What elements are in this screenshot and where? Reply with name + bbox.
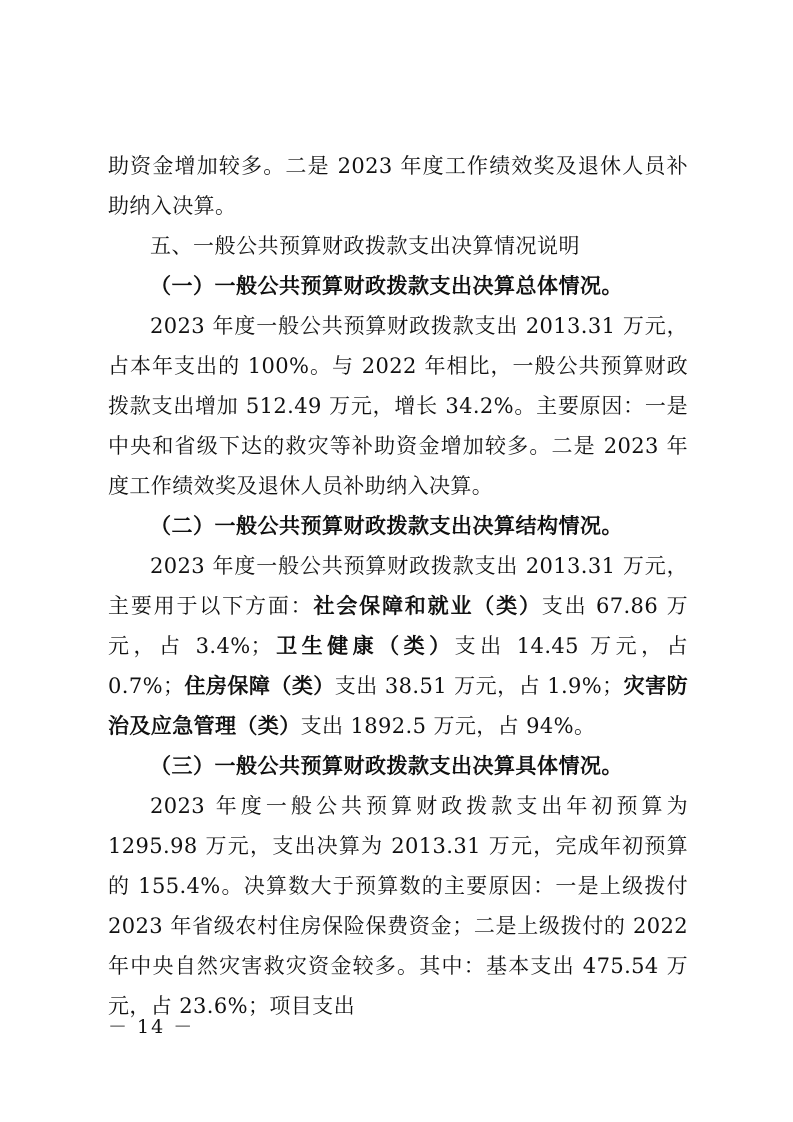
overall-paragraph: 2023 年度一般公共预算财政拨款支出 2013.31 万元，占本年支出的 100%。与 2022 年相比，一般公共预算财政拨款支出增加 512.49 万元，增长 34.2%。主要原因：一是中央和省级下达的救灾等补助资金增加较多。二是 2023 年度工作绩效奖及退休人员补助纳入决算。: [108, 314, 688, 498]
subheading-detail: （三）一般公共预算财政拨款支出决算具体情况。: [150, 754, 623, 778]
structure-paragraph: [108, 546, 688, 746]
subheading-overall: （一）一般公共预算财政拨款支出决算总体情况。: [150, 274, 623, 298]
section-heading: 五、一般公共预算财政拨款支出决算情况说明: [150, 234, 580, 258]
structure-intro: 2023 年度一般公共预算财政拨款支出 2013.31 万元，主要用于以下方面：: [108, 554, 688, 618]
category-amount: 支出 1892.5 万元，占 94%。: [300, 714, 596, 738]
subheading-structure: （二）一般公共预算财政拨款支出决算结构情况。: [150, 514, 623, 538]
category-amount: 支出 14.45 万元，占 0.7%；: [108, 634, 688, 698]
category-name: 住房保障（类）: [184, 674, 335, 698]
continuation-paragraph: 助资金增加较多。二是 2023 年度工作绩效奖及退休人员补助纳入决算。: [108, 154, 688, 218]
category-name: 社会保障和就业（类）: [313, 594, 542, 618]
category-name: 卫生健康（类）: [272, 634, 455, 658]
document-page: [108, 146, 688, 1026]
detail-paragraph: 2023 年度一般公共预算财政拨款支出年初预算为 1295.98 万元，支出决算为 2013.31 万元，完成年初预算的 155.4%。决算数大于预算数的主要原因：一是上级拨付 2023 年省级农村住房保险保费资金；二是上级拨付的 2022 年中央自然灾害救灾资金较多。其中：基本支出 475.54 万元，占 23.6%；项目支出: [108, 794, 688, 1018]
category-amount: 支出 67.86 万元，占 3.4%；: [108, 594, 688, 658]
category-name: 灾害防治及应急管理（类）: [108, 674, 688, 738]
category-amount: 支出 38.51 万元，占 1.9%；: [334, 674, 624, 698]
page-number: － 14 －: [108, 1016, 195, 1038]
